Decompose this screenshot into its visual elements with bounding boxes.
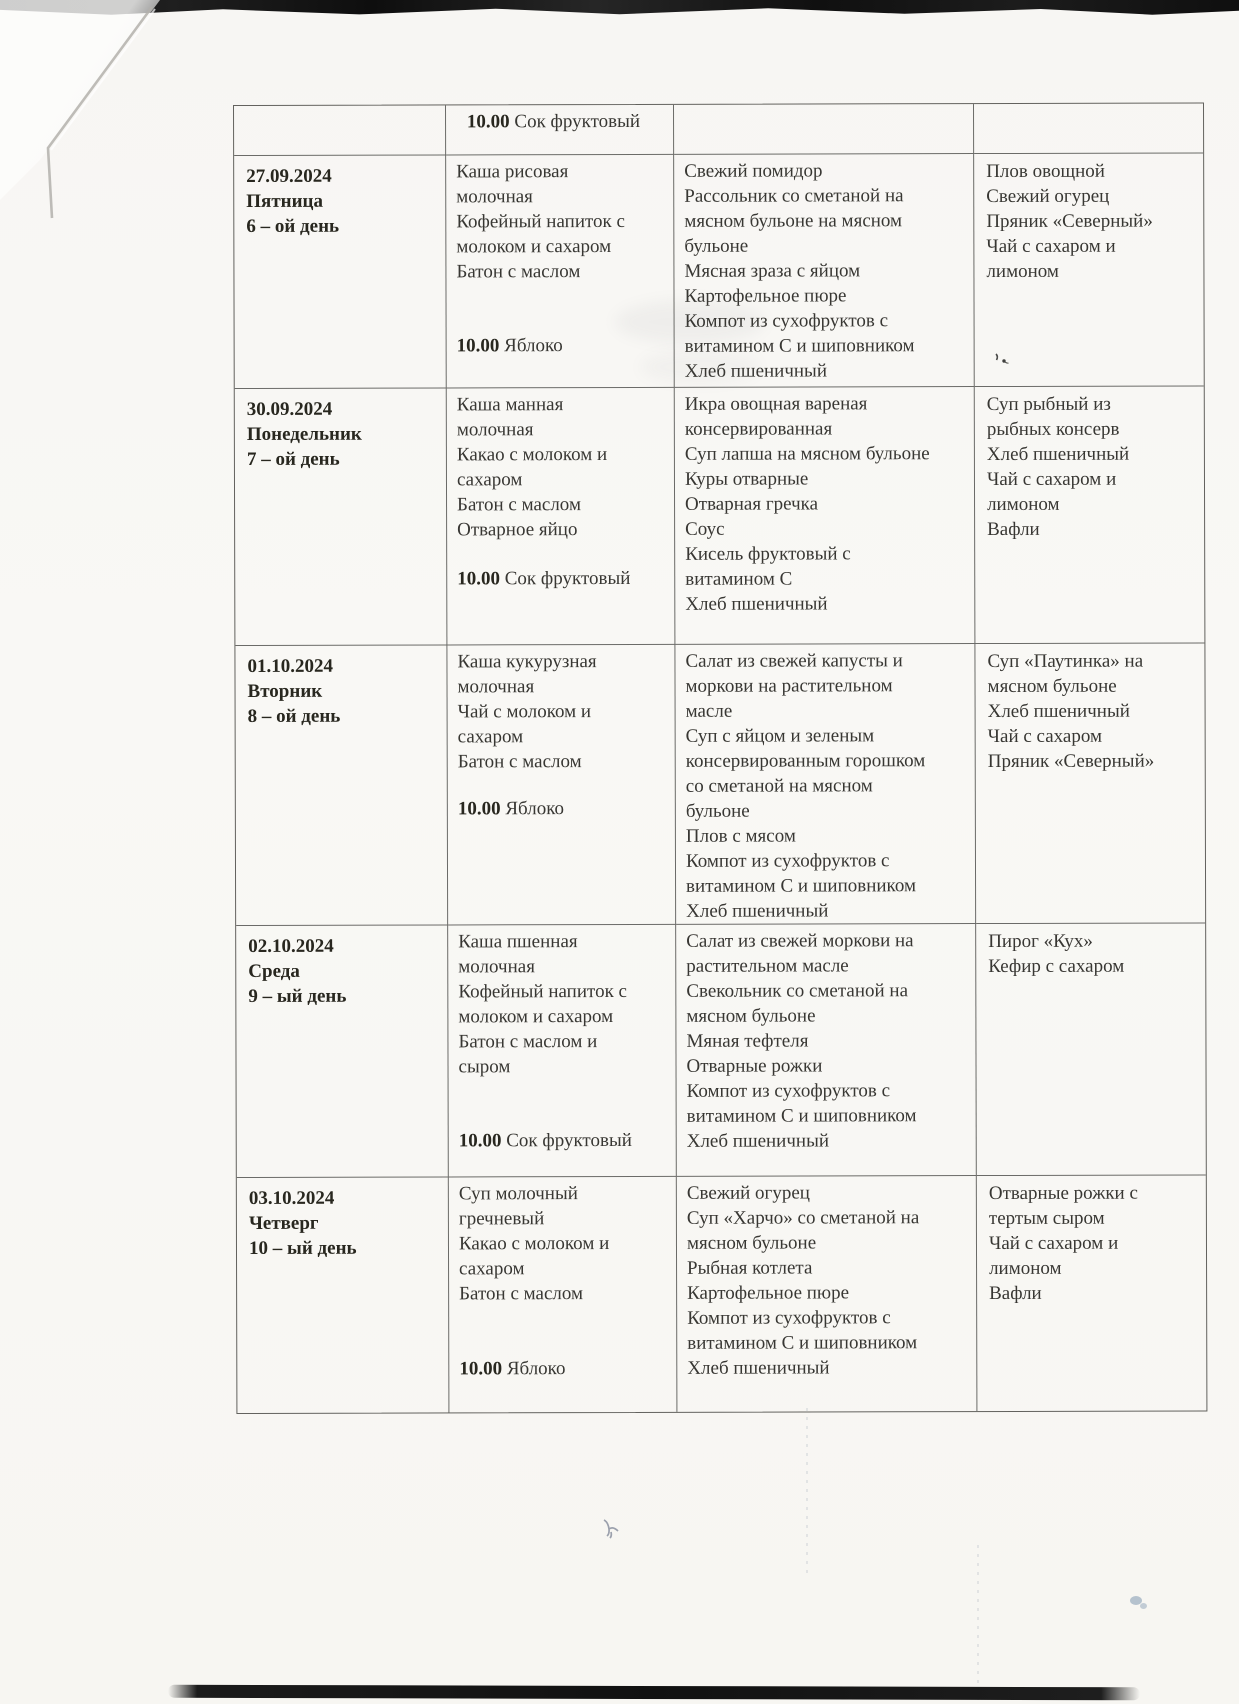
menu-item: Картофельное пюре — [687, 1282, 850, 1304]
table-cell-lunch — [677, 1176, 978, 1412]
table-cell-breakfast — [447, 645, 676, 926]
weekday: Четверг — [248, 1212, 319, 1234]
menu-item: Плов с мясом — [685, 825, 796, 847]
snack-item: Сок фруктовый — [514, 110, 641, 133]
menu-item: Куры отварные — [684, 468, 809, 490]
date-value: 27.09.2024 — [246, 165, 332, 187]
snack-item: Сок фруктовый — [504, 567, 631, 590]
snack-time: 10.00 — [457, 568, 501, 590]
menu-item: Пирог «Кух» — [988, 930, 1093, 953]
menu-item: Каша кукурузная молочная — [457, 651, 597, 698]
menu-item: Салат из свежей капусты и моркови на растительном масле — [685, 650, 903, 722]
table-cell-lunch — [675, 387, 976, 645]
menu-item: Отварное яйцо — [457, 519, 578, 541]
menu-item: Плов овощной — [986, 160, 1105, 183]
fold-crease-line — [0, 0, 260, 260]
snack-item: Сок фруктовый — [506, 1129, 632, 1152]
snack-line — [457, 333, 641, 358]
table-cell-dinner — [977, 1175, 1207, 1411]
menu-item: Икра овощная вареная консервированная — [684, 393, 868, 440]
date-value: 03.10.2024 — [248, 1187, 335, 1209]
menu-item: Свежий помидор — [684, 160, 823, 182]
menu-item: Хлеб пшеничный — [685, 593, 828, 615]
menu-item: Компот из сухофруктов с витамином С и шиповником — [684, 310, 915, 357]
ink-speck-mark — [993, 352, 1011, 368]
snack-line — [459, 1356, 643, 1381]
menu-item: Кефир с сахаром — [988, 955, 1125, 978]
menu-item: Суп «Харчо» со сметаной на мясном бульоне — [686, 1207, 920, 1254]
table-cell-date — [235, 645, 448, 926]
menu-item: Вафли — [987, 518, 1040, 541]
menu-item: Хлеб пшеничный — [687, 1357, 830, 1379]
menu-item: Мясная зраза с яйцом — [684, 260, 861, 282]
date-value: 02.10.2024 — [248, 935, 334, 957]
menu-item: Хлеб пшеничный — [684, 360, 828, 382]
menu-item: Компот из сухофруктов с витамином С и шиповником — [685, 850, 916, 897]
table-cell-breakfast — [446, 155, 675, 389]
menu-item: Чай с сахаром и лимоном — [986, 468, 1117, 516]
snack-line — [467, 109, 640, 134]
table-cell-empty — [234, 105, 446, 156]
menu-item: Каша пшенная молочная — [458, 931, 578, 978]
scanner-edge-band-bottom — [168, 1685, 1140, 1701]
menu-item: Пряник «Северный» — [987, 750, 1155, 773]
scan-streak — [806, 1408, 808, 1578]
snack-time: 10.00 — [456, 335, 500, 357]
date-value: 30.09.2024 — [246, 398, 333, 420]
snack-line — [457, 566, 641, 591]
menu-item: Какао с молоком и сахаром — [458, 1233, 610, 1280]
snack-time: 10.00 — [458, 1130, 502, 1152]
menu-item: Батон с маслом — [457, 751, 582, 773]
menu-item: Чай с молоком и сахаром — [457, 701, 592, 748]
menu-item: Суп рыбный из рыбных консерв — [986, 393, 1120, 441]
menu-item: Чай с сахаром — [987, 725, 1103, 748]
menu-item: Батон с маслом и сыром — [458, 1031, 598, 1078]
menu-item: Суп с яйцом и зеленым консервированным горошком со сметаной на мясном бульоне — [685, 725, 926, 822]
blue-blob-mark — [1140, 1603, 1147, 1609]
menu-item: Суп молочный гречневый — [458, 1183, 578, 1230]
table-cell-dinner — [976, 923, 1206, 1176]
snack-item: Яблоко — [506, 1358, 566, 1380]
menu-item: Хлеб пшеничный — [686, 900, 829, 922]
snack-item: Яблоко — [505, 798, 564, 820]
menu-item: Соус — [685, 518, 725, 540]
snack-time: 10.00 — [457, 798, 501, 820]
table-cell-dinner — [975, 386, 1205, 644]
menu-item: Чай с сахаром и лимоном — [988, 1232, 1119, 1280]
date-value: 01.10.2024 — [247, 655, 333, 677]
table-cell-breakfast — [449, 1177, 678, 1413]
day-number: 10 – ый день — [248, 1237, 357, 1259]
menu-item: Хлеб пшеничный — [986, 443, 1130, 466]
weekday: Понедельник — [246, 423, 362, 445]
menu-item: Суп лапша на мясном бульоне — [684, 443, 930, 465]
table-cell-breakfast — [447, 388, 676, 646]
menu-item: Рассольник со сметаной на мясном бульоне на мясном бульоне — [684, 185, 904, 257]
menu-item: Кофейный напиток с молоком и сахаром — [458, 980, 628, 1028]
menu-item: Кисель фруктовый с витамином С — [685, 543, 851, 590]
menu-item: Пряник «Северный» — [986, 210, 1153, 233]
table-cell-lunch — [675, 644, 976, 925]
menu-item: Батон с маслом — [457, 494, 581, 516]
day-number: 6 – ой день — [246, 215, 340, 237]
table-cell-date — [237, 1177, 450, 1413]
menu-item: Отварные рожки с тертым сыром — [988, 1182, 1138, 1230]
table-cell-empty — [974, 103, 1203, 154]
table-cell-empty — [674, 104, 974, 155]
menu-item: Свекольник со сметаной на мясном бульоне — [686, 980, 909, 1027]
table-cell-date — [236, 925, 449, 1178]
menu-item: Суп «Паутинка» на мясном бульоне — [987, 650, 1144, 698]
menu-table — [233, 102, 1207, 1414]
menu-item: Свежий огурец — [986, 185, 1110, 208]
day-number: 9 – ый день — [248, 985, 347, 1007]
snack-time: 10.00 — [459, 1358, 503, 1380]
menu-item: Отварная гречка — [685, 493, 819, 515]
menu-item: Вафли — [989, 1282, 1042, 1305]
table-cell-lunch — [676, 924, 977, 1177]
menu-item: Мяная тефтеля — [686, 1030, 809, 1052]
menu-item: Компот из сухофруктов с витамином С и шиповником — [687, 1307, 918, 1354]
squiggle-mark — [600, 1516, 624, 1540]
scan-streak — [977, 1545, 979, 1700]
menu-item: Салат из свежей моркови на растительном масле — [686, 930, 914, 977]
menu-item: Компот из сухофруктов с витамином С и шиповником — [686, 1080, 917, 1127]
menu-item: Батон с маслом — [459, 1283, 584, 1305]
menu-item: Хлеб пшеничный — [686, 1130, 830, 1152]
table-cell-date — [234, 155, 447, 389]
snack-line — [459, 1128, 643, 1153]
snack-time: 10.00 — [466, 111, 510, 133]
menu-item: Кофейный напиток с молоком и сахаром — [456, 210, 625, 258]
menu-item: Каша манная молочная — [456, 394, 564, 441]
weekday: Пятница — [246, 190, 324, 212]
menu-item: Рыбная котлета — [687, 1257, 813, 1279]
menu-item: Свежий огурец — [686, 1182, 810, 1204]
table-cell-breakfast — [448, 925, 677, 1178]
menu-item: Картофельное пюре — [684, 285, 847, 307]
table-cell-dinner — [975, 643, 1205, 924]
table-cell-morning-snack — [446, 105, 674, 156]
menu-item: Батон с маслом — [456, 261, 581, 283]
menu-item: Каша рисовая молочная — [456, 161, 569, 208]
table-cell-lunch — [674, 154, 975, 388]
menu-item: Чай с сахаром и лимоном — [986, 235, 1116, 283]
day-number: 8 – ой день — [247, 705, 341, 727]
weekday: Среда — [248, 960, 300, 982]
day-number: 7 – ой день — [246, 448, 340, 470]
snack-item: Яблоко — [504, 335, 563, 357]
snack-line — [458, 796, 642, 821]
menu-item: Какао с молоком и сахаром — [456, 444, 608, 491]
weekday: Вторник — [247, 680, 323, 702]
table-cell-date — [235, 388, 448, 646]
menu-item: Хлеб пшеничный — [987, 700, 1130, 723]
menu-item: Отварные рожки — [686, 1055, 823, 1077]
